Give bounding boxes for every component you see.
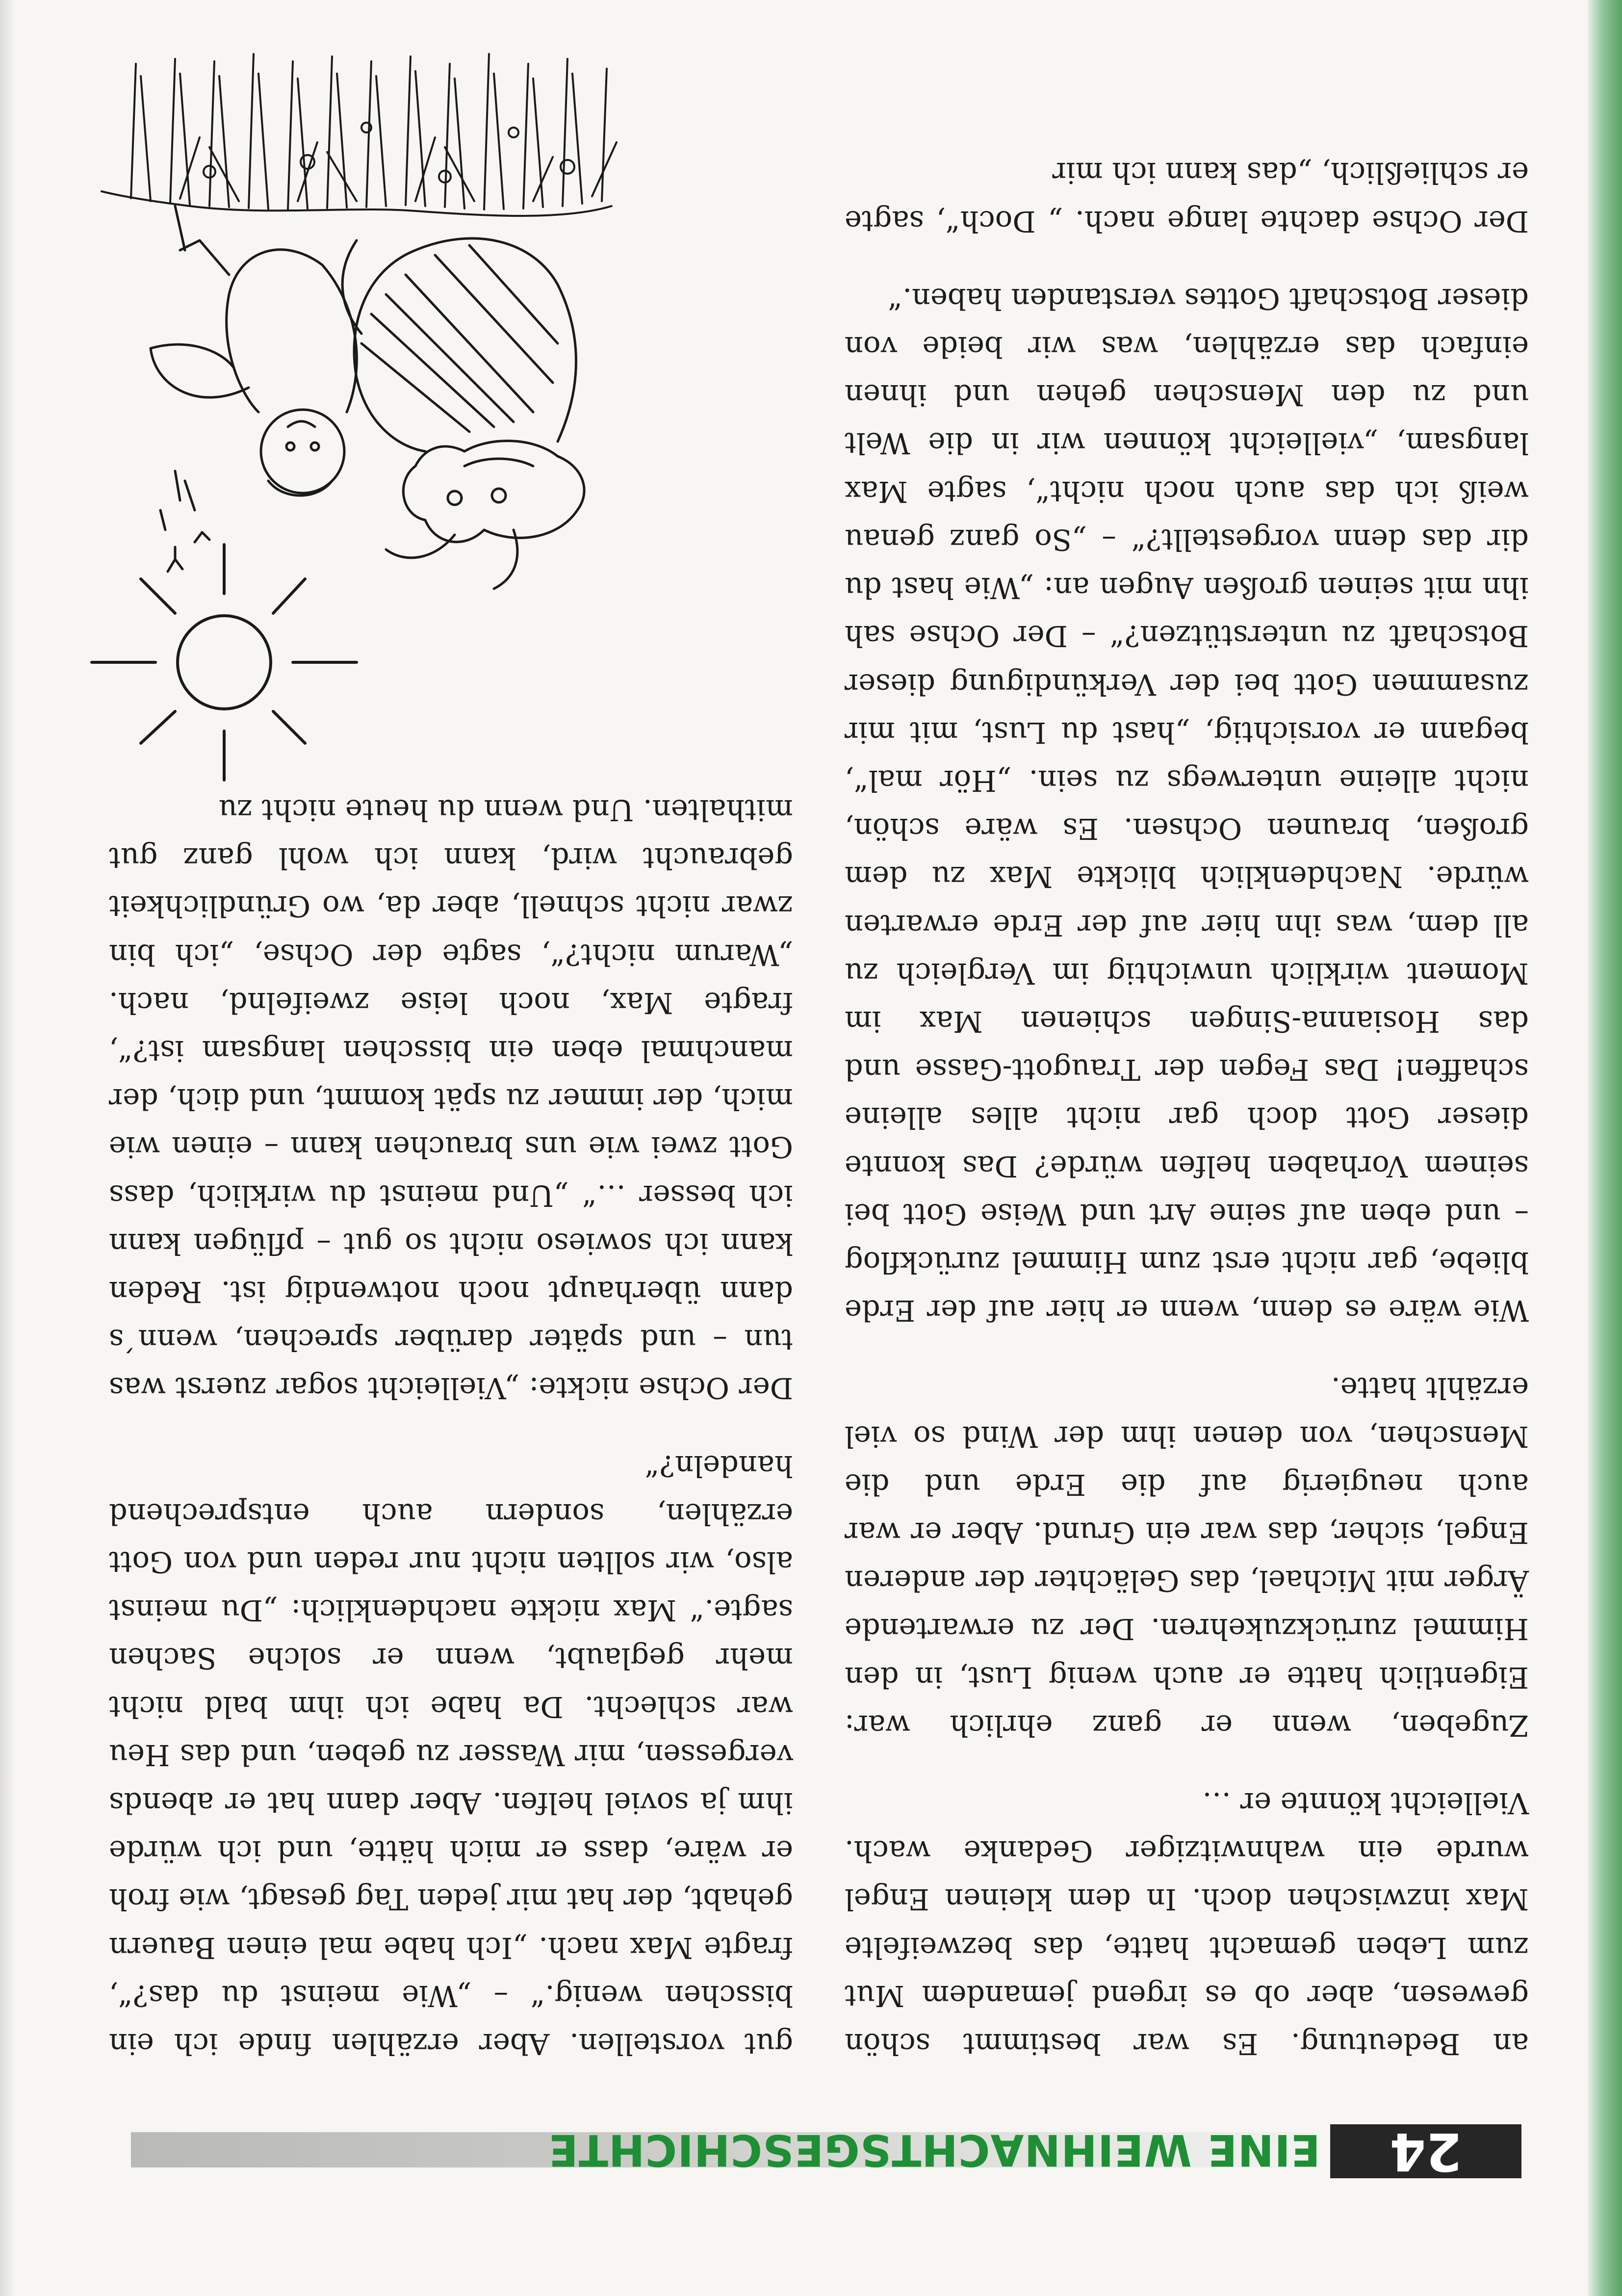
paragraph: Wie wäre es denn, wenn er hier auf der Erde bliebe, gar nicht erst zum Himmel zurückflog – und eben auf seine Art und Weise Gott bei seinem Vorhaben helfen würde? Das konnte dieser Gott doch gar nicht alles alleine schaffen! Das Fegen der Traugott-Gasse und das Hosianna-Singen schienen Max im Moment wirklich unwichtig im Vergleich zu all dem, was ihn hier auf der Erde erwarten würde. Nachdenklich blickte Max zu dem großen, braunen Ochsen. Es wäre schön, nicht alleine unterwegs zu sein. „Hör mal“, begann er vorsichtig, „hast du Lust, mit mir zusammen Gott bei der Verkündigung dieser Botschaft zu unterstützen?“ – Der Ochse sah ihn mit seinen großen Augen an: „Wie hast du dir das denn vorgestellt?“ – „So ganz genau weiß ich das auch noch nicht“, sagte Max langsam, „vielleicht können wir in die Welt und zu den Menschen gehen und ihnen einfach das erzählen, was wir beide von dieser Botschaft Gottes verstanden haben.“ bbox=[845, 282, 1529, 1328]
hay-grass-icon bbox=[102, 54, 617, 216]
angel-icon bbox=[151, 206, 357, 572]
page-number: 24 bbox=[1330, 2124, 1521, 2178]
paragraph: gut vorstellen. Aber erzählen finde ich ein bisschen wenig.“ – „Wie meinst du das?“, fragte Max nach. „Ich habe mal einen Bauern gehabt, der hat mir jeden Tag gesagt, wie froh er wäre, dass er mich hätte, und ich würde ihm ja soviel helfen. Aber dann hat er abends vergessen, mir Wasser zu geben, und das Heu war schlecht. Da habe ich ihm bald nicht mehr geglaubt, wenn er solche Sachen sagte.“ Max nickte nachdenklich: „Du meinst also, wir sollten nicht nur reden und von Gott erzählen, sondern auch entsprechend handeln?“ bbox=[109, 1449, 793, 2061]
green-page-edge bbox=[1588, 0, 1622, 2296]
paragraph: an Bedeutung. Es war bestimmt schön gewesen, aber ob es irgend jemandem Mut zum Leben gemacht hatte, das bezweifelte Max inzwischen doch. In dem kleinen Engel wurde ein wahnwitziger Gedanke wach. Vielleicht könnte er … bbox=[845, 1786, 1529, 2061]
paragraph: Zugeben, wenn er ganz ehrlich war: Eigentlich hatte er auch wenig Lust, in den Himmel zurückzukehren. Der zu erwartende Ärger mit Michael, das Gelächter der anderen Engel, sicher, das war ein Grund. Aber er war auch neugierig auf die Erde und die Menschen, von denen ihm der Wind so viel erzählt hatte. bbox=[845, 1371, 1529, 1743]
ox-icon bbox=[342, 238, 584, 589]
left-text-column bbox=[845, 149, 1529, 2068]
paragraph: Der Ochse nickte: „Vielleicht sogar zuerst was tun – und später darüber sprechen, wenn´s dann überhaupt noch notwendig ist. Reden kann ich sowieso nicht so gut – pflügen kann ich besser …“ „Und meinst du wirklich, dass Gott zwei wie uns brauchen kann – einen wie mich, der immer zu spät kommt, und dich, der manchmal eben ein bisschen langsam ist?“, fragte Max, noch leise zweifelnd, nach. „Warum nicht?“, sagte der Ochse, „ich bin zwar nicht schnell, aber da, wo Gründlichkeit gebraucht wird, kann ich wohl ganz gut mithalten. Und wenn du heute nicht zu bbox=[109, 793, 793, 1406]
right-text-column bbox=[109, 786, 793, 2068]
title-bar bbox=[131, 2125, 1320, 2175]
page-title: EINE WEIHNACHTSGESCHICHTE bbox=[548, 2125, 1320, 2175]
sun-icon bbox=[92, 545, 357, 780]
page-header bbox=[131, 2121, 1521, 2182]
paragraph: Der Ochse dachte lange nach. „ Doch“, sagte er schließlich, „das kann ich mir bbox=[845, 156, 1529, 238]
illustration-angel-and-ox bbox=[82, 44, 788, 854]
page-gutter-shadow bbox=[0, 0, 15, 2296]
